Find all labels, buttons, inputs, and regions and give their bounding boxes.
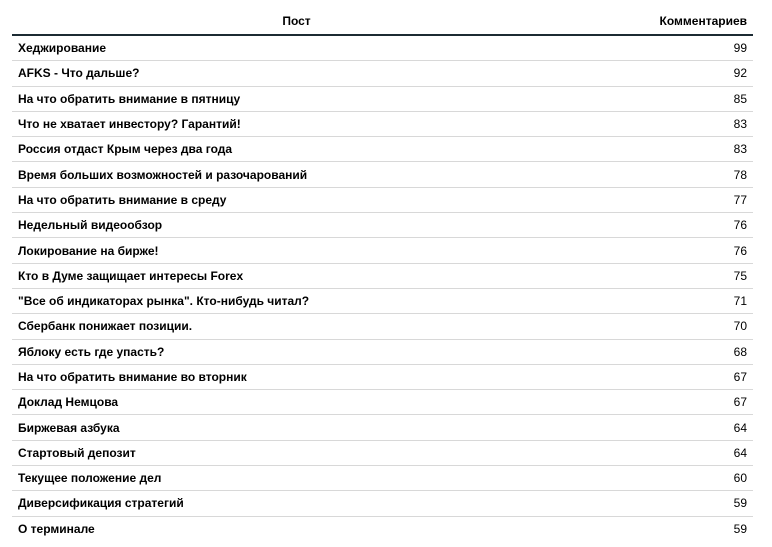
post-title-cell[interactable]: Россия отдаст Крым через два года <box>12 137 581 162</box>
comment-count-cell: 75 <box>581 263 753 288</box>
comment-count-cell: 64 <box>581 415 753 440</box>
posts-table-container <box>12 8 753 541</box>
table-row <box>12 364 753 389</box>
table-row <box>12 415 753 440</box>
post-title-cell[interactable]: Стартовый депозит <box>12 440 581 465</box>
post-title-cell[interactable]: AFKS - Что дальше? <box>12 61 581 86</box>
posts-table <box>12 8 753 541</box>
post-title-cell[interactable]: Сбербанк понижает позиции. <box>12 314 581 339</box>
comment-count-cell: 59 <box>733 521 747 536</box>
comment-count-cell: 76 <box>581 238 753 263</box>
post-title-cell[interactable]: О терминале <box>18 521 95 536</box>
post-title-cell[interactable]: "Все об индикаторах рынка". Кто-нибудь читал? <box>12 288 581 313</box>
post-title-cell[interactable]: Текущее положение дел <box>12 466 581 491</box>
table-header-row <box>12 8 753 35</box>
table-row <box>12 162 753 187</box>
post-title-cell[interactable]: Что не хватает инвестору? Гарантий! <box>12 111 581 136</box>
table-row <box>12 213 753 238</box>
column-header-comments[interactable]: Комментариев <box>581 8 753 35</box>
comment-count-cell: 67 <box>581 390 753 415</box>
post-title-cell[interactable]: Хеджирование <box>12 35 581 61</box>
column-header-post[interactable]: Пост <box>12 8 581 35</box>
table-row <box>12 61 753 86</box>
post-title-cell[interactable]: Локирование на бирже! <box>12 238 581 263</box>
table-row <box>12 238 753 263</box>
table-body <box>12 35 753 541</box>
post-title-cell[interactable]: На что обратить внимание в среду <box>12 187 581 212</box>
comment-count-cell: 99 <box>581 35 753 61</box>
comment-count-cell: 64 <box>581 440 753 465</box>
table-row <box>12 314 753 339</box>
comment-count-cell: 67 <box>581 364 753 389</box>
table-row <box>12 390 753 415</box>
post-title-cell[interactable]: На что обратить внимание в пятницу <box>12 86 581 111</box>
comment-count-cell: 85 <box>581 86 753 111</box>
post-title-cell[interactable]: Диверсификация стратегий <box>12 491 581 516</box>
table-row <box>12 137 753 162</box>
post-title-cell[interactable]: Недельный видеообзор <box>12 213 581 238</box>
comment-count-cell: 60 <box>581 466 753 491</box>
comment-count-cell: 70 <box>581 314 753 339</box>
table-row <box>12 35 753 61</box>
table-row <box>12 491 753 516</box>
post-title-cell[interactable]: Доклад Немцова <box>12 390 581 415</box>
comment-count-cell: 77 <box>581 187 753 212</box>
comment-count-cell: 83 <box>581 111 753 136</box>
table-row <box>12 440 753 465</box>
post-title-cell[interactable]: Время больших возможностей и разочарований <box>12 162 581 187</box>
comment-count-cell: 92 <box>581 61 753 86</box>
comment-count-cell: 78 <box>581 162 753 187</box>
comment-count-cell: 59 <box>581 491 753 516</box>
comment-count-cell: 71 <box>581 288 753 313</box>
table-row <box>12 339 753 364</box>
table-row <box>12 263 753 288</box>
post-title-cell[interactable]: На что обратить внимание во вторник <box>12 364 581 389</box>
comment-count-cell: 68 <box>581 339 753 364</box>
table-row <box>12 466 753 491</box>
table-row <box>12 111 753 136</box>
post-title-cell[interactable]: Яблоку есть где упасть? <box>12 339 581 364</box>
comment-count-cell: 83 <box>581 137 753 162</box>
table-row <box>12 516 753 541</box>
post-title-cell[interactable]: Биржевая азбука <box>12 415 581 440</box>
table-row <box>12 187 753 212</box>
table-row <box>12 86 753 111</box>
comment-count-cell: 76 <box>581 213 753 238</box>
post-title-cell[interactable]: Кто в Думе защищает интересы Forex <box>12 263 581 288</box>
table-row <box>12 288 753 313</box>
